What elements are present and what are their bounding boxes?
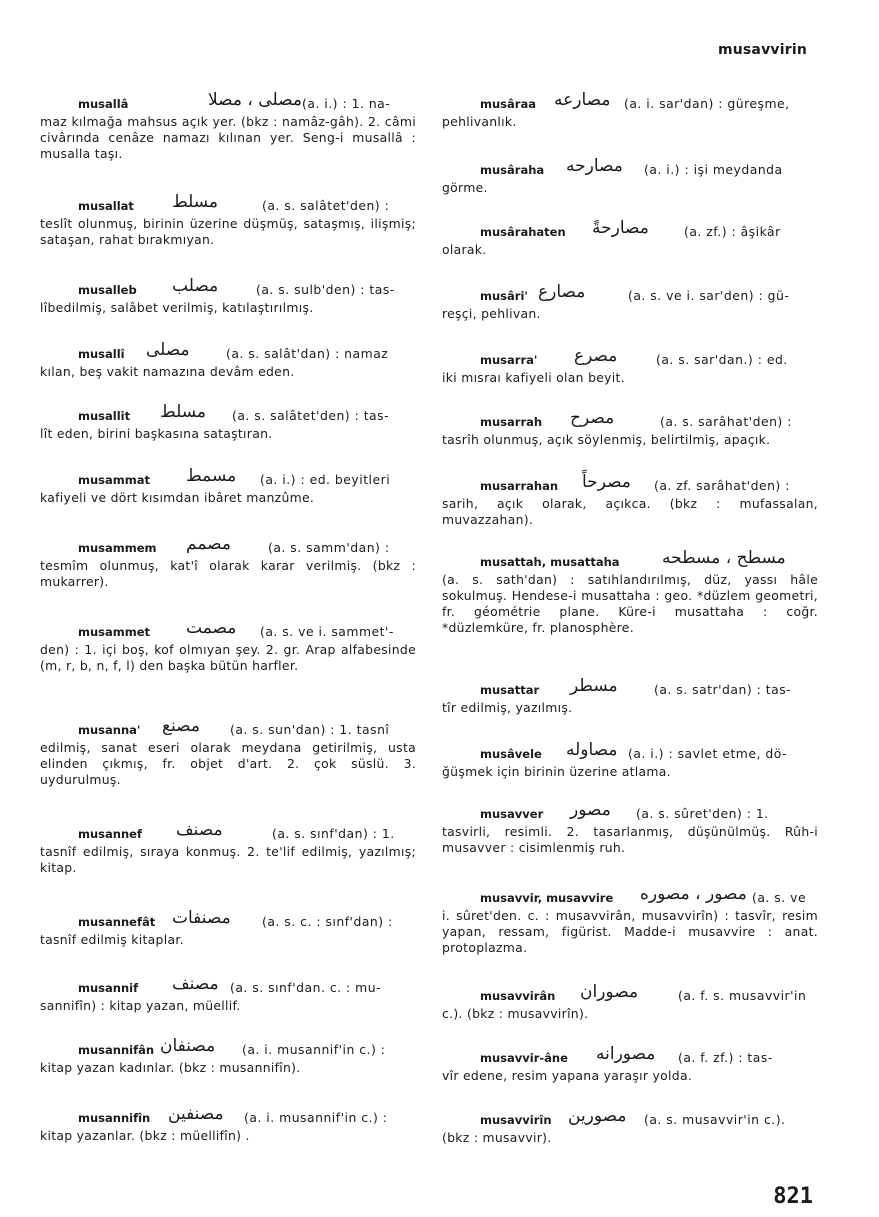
headword: musammat (78, 473, 150, 487)
gloss-start: (a. s. sarâhat'den) : (660, 414, 792, 429)
headword: musattar (480, 683, 540, 697)
entry-head-line (442, 800, 818, 824)
definition-text: görme. (442, 180, 488, 195)
headword: musannif (78, 981, 139, 995)
entry-head-line (442, 884, 818, 908)
entry-head-line (442, 1044, 818, 1068)
headword: musalleb (78, 283, 137, 297)
arabic-script: مصمت (186, 618, 237, 638)
headword: musannefât (78, 915, 156, 929)
arabic-script: مصرحاً (582, 472, 631, 492)
arabic-script: مصاوله (566, 740, 618, 760)
gloss-start: (a. s. ve i. sar'den) : gü- (628, 288, 790, 303)
headword: musanna' (78, 723, 141, 737)
gloss-start: (a. s. musavvir'in c.). (644, 1112, 786, 1127)
arabic-script: مصور (570, 800, 611, 820)
entry-head-line (40, 340, 416, 364)
gloss-start: (a. i. musannif'in c.) : (244, 1110, 388, 1125)
definition-text: kitap yazanlar. (bkz : müellifîn) . (40, 1128, 250, 1143)
definition-text: den) : 1. içi boş, kof olmıyan şey. 2. gr. Arap alfabesinde (m, r, b, n, f, l) den başka bütün harfler. (40, 642, 416, 673)
gloss-start: (a. s. c. : sınf'dan) : (262, 914, 393, 929)
arabic-script: مصور ، مصوره (640, 884, 747, 904)
entry-head-line (442, 90, 818, 114)
arabic-script: مصورانه (596, 1044, 656, 1064)
entry-head-line (40, 1036, 416, 1060)
arabic-script: مصلى (146, 340, 190, 360)
arabic-script: مسطح ، مسطحه (662, 548, 786, 568)
headword: musâri' (480, 289, 528, 303)
entry-head-line (40, 974, 416, 998)
headword: musavvirîn (480, 1113, 552, 1127)
gloss-start: (a. s. ve (752, 890, 807, 905)
gloss-start: (a. i.) : işi meydanda (644, 162, 783, 177)
right-entry (442, 982, 818, 1022)
gloss-start: (a. s. sınf'dan) : 1. (272, 826, 395, 841)
left-entry (40, 340, 416, 380)
entry-head-line (442, 676, 818, 700)
arabic-script: مصنف (176, 820, 223, 840)
entry-head-line (40, 820, 416, 844)
arabic-script: مصلى ، مصلا (208, 90, 302, 110)
right-entry (442, 740, 818, 780)
left-entry (40, 820, 416, 876)
entry-head-line (40, 276, 416, 300)
headword: musammem (78, 541, 157, 555)
right-entry (442, 676, 818, 716)
headword: musarra' (480, 353, 538, 367)
right-entry (442, 1044, 818, 1084)
arabic-script: مصرح (570, 408, 615, 428)
definition-text: vîr edene, resim yapana yaraşır yolda. (442, 1068, 693, 1083)
entry-head-line (40, 90, 416, 114)
left-entry (40, 402, 416, 442)
gloss-start: (a. i. musannif'in c.) : (242, 1042, 386, 1057)
entry-head-line (442, 218, 818, 242)
definition-text: tasnîf edilmiş kitaplar. (40, 932, 184, 947)
headword: musâvele (480, 747, 542, 761)
definition-text: teslît olunmuş, birinin üzerine düşmüş, sataşmış, ilişmiş; sataşan, rahat bırakmıyan. (40, 216, 416, 247)
right-entry (442, 800, 818, 856)
headword: musallit (78, 409, 131, 423)
page-number: 821 (773, 1184, 813, 1209)
arabic-script: مصنع (162, 716, 201, 736)
arabic-script: مصمم (186, 534, 231, 554)
right-entry (442, 1106, 818, 1146)
gloss-start: (a. i. sar'dan) : güreşme, (624, 96, 790, 111)
right-entry (442, 884, 818, 956)
headword: musavvir-âne (480, 1051, 568, 1065)
definition-text: i. sûret'den. c. : musavvirân, musavvirîn) : tasvîr, resim yapan, ressam, figürist. Madde-i musavvire : anat. protoplazma. (442, 908, 818, 955)
arabic-script: مسلط (160, 402, 207, 422)
definition-text: sarih, açık olarak, açıkca. (bkz : mufassalan, muvazzahan). (442, 496, 818, 527)
arabic-script: مصرع (574, 346, 618, 366)
gloss-start: (a. i.) : savlet etme, dö- (628, 746, 788, 761)
left-entry (40, 534, 416, 590)
arabic-script: مصارعه (554, 90, 611, 110)
right-entry (442, 548, 818, 636)
arabic-script: مسطر (570, 676, 618, 696)
arabic-script: مصنف (172, 974, 219, 994)
right-entry (442, 282, 818, 322)
arabic-script: مصنفين (168, 1104, 224, 1124)
left-entry (40, 90, 416, 162)
right-entry (442, 408, 818, 448)
definition-text: ğüşmek için birinin üzerine atlama. (442, 764, 671, 779)
entry-head-line (40, 466, 416, 490)
arabic-script: مصورين (568, 1106, 627, 1126)
headword: musallat (78, 199, 134, 213)
arabic-script: مصنفات (172, 908, 231, 928)
entry-head-line (442, 472, 818, 496)
arabic-script: مسلط (172, 192, 219, 212)
definition-text: kılan, beş vakit namazına devâm eden. (40, 364, 295, 379)
arabic-script: مصوران (580, 982, 639, 1002)
gloss-start: (a. f. s. musavvir'in (678, 988, 807, 1003)
gloss-start: (a. s. satr'dan) : tas- (654, 682, 792, 697)
left-entry (40, 716, 416, 788)
arabic-script: مصنفان (160, 1036, 216, 1056)
definition-text: (bkz : musavvir). (442, 1130, 552, 1145)
definition-text: reşçi, pehlivan. (442, 306, 541, 321)
gloss-start: (a. s. sun'dan) : 1. tasnî (230, 722, 390, 737)
gloss-start: (a. i.) : 1. na- (302, 96, 391, 111)
entry-head-line (40, 618, 416, 642)
entry-head-line (40, 716, 416, 740)
headword: musavver (480, 807, 544, 821)
definition-text: olarak. (442, 242, 487, 257)
entry-head-line (442, 740, 818, 764)
definition-text: lît eden, birini başkasına sataştıran. (40, 426, 273, 441)
entry-head-line (442, 982, 818, 1006)
arabic-script: مصارحةً (592, 218, 649, 238)
definition-text: pehlivanlık. (442, 114, 517, 129)
headword: musannifân (78, 1043, 155, 1057)
gloss-start: (a. i.) : ed. beyitleri (260, 472, 391, 487)
right-entry (442, 346, 818, 386)
arabic-script: مصلب (172, 276, 219, 296)
gloss-start: (a. s. sınf'dan. c. : mu- (230, 980, 382, 995)
left-entry (40, 276, 416, 316)
right-entry (442, 90, 818, 130)
definition-text: iki mısraı kafiyeli olan beyit. (442, 370, 625, 385)
gloss-start: (a. s. samm'dan) : (268, 540, 390, 555)
gloss-start: (a. s. sûret'den) : 1. (636, 806, 769, 821)
definition-text: tasvirli, resimli. 2. tasarlanmış, düşünülmüş. Rûh-i musavver : cisimlenmiş ruh. (442, 824, 818, 855)
gloss-start: (a. s. sulb'den) : tas- (256, 282, 395, 297)
arabic-script: مصارع (538, 282, 586, 302)
left-entry (40, 908, 416, 948)
headword: musârahaten (480, 225, 566, 239)
gloss-start: (a. zf.) : âşikâr (684, 224, 781, 239)
left-entry (40, 192, 416, 248)
headword: musavvir, musavvire (480, 891, 614, 905)
headword: musammet (78, 625, 151, 639)
definition-text: c.). (bkz : musavvirîn). (442, 1006, 589, 1021)
running-header: musavvirin (717, 42, 807, 58)
entry-head-line (442, 1106, 818, 1130)
left-entry (40, 1036, 416, 1076)
arabic-script: مصارحه (566, 156, 623, 176)
headword: musallî (78, 347, 125, 361)
entry-head-line (40, 908, 416, 932)
definition-text: edilmiş, sanat eseri olarak meydana getirilmiş, usta elinden çıkmış, fr. objet d'art. 2. çok süslü. 3. uydurulmuş. (40, 740, 416, 787)
entry-head-line (40, 1104, 416, 1128)
headword: musâraa (480, 97, 536, 111)
entry-head-line (442, 156, 818, 180)
definition-text: kitap yazan kadınlar. (bkz : musannifîn). (40, 1060, 301, 1075)
gloss-start: (a. s. salât'dan) : namaz (226, 346, 389, 361)
definition-text: tasrîh olunmuş, açık söylenmiş, belirtilmiş, apaçık. (442, 432, 771, 447)
right-entry (442, 156, 818, 196)
definition-text: tasnîf edilmiş, sıraya konmuş. 2. te'lif edilmiş, yazılmış; kitap. (40, 844, 416, 875)
gloss-start: (a. s. ve i. sammet'- (260, 624, 394, 639)
gloss-start: (a. f. zf.) : tas- (678, 1050, 773, 1065)
headword: musâraha (480, 163, 545, 177)
entry-head-line (40, 534, 416, 558)
entry-head-line (442, 282, 818, 306)
arabic-script: مسمط (186, 466, 237, 486)
headword: musattah, musattaha (480, 555, 620, 569)
entry-head-line (442, 548, 818, 572)
left-entry (40, 974, 416, 1014)
entry-head-line (442, 346, 818, 370)
gloss-start: (a. zf. sarâhat'den) : (654, 478, 790, 493)
entry-head-line (40, 192, 416, 216)
headword: musallâ (78, 97, 129, 111)
entry-head-line (40, 402, 416, 426)
headword: musavvirân (480, 989, 556, 1003)
entry-head-line (442, 408, 818, 432)
definition-text: lîbedilmiş, salâbet verilmiş, katılaştırılmış. (40, 300, 314, 315)
right-entry (442, 218, 818, 258)
headword: musarrah (480, 415, 543, 429)
definition-text: maz kılmağa mahsus açık yer. (bkz : namâz-gâh). 2. câmi civârında cenâze namazı kılınan yer. Seng-i musallâ : musalla taşı. (40, 114, 416, 161)
definition-text: kafiyeli ve dört kısımdan ibâret manzûme. (40, 490, 315, 505)
definition-text: sannifîn) : kitap yazan, müellif. (40, 998, 241, 1013)
definition-text: (a. s. sath'dan) : satıhlandırılmış, düz, yassı hâle sokulmuş. Hendese-i musattaha : geo. *düzlem geometri, fr. géométrie plane. Küre-i musattaha : coğr. *düzlemküre, fr. planosphère. (442, 572, 818, 635)
left-entry (40, 1104, 416, 1144)
left-entry (40, 466, 416, 506)
right-entry (442, 472, 818, 528)
left-entry (40, 618, 416, 674)
headword: musannef (78, 827, 142, 841)
gloss-start: (a. s. salâtet'den) : tas- (232, 408, 390, 423)
headword: musannifîn (78, 1111, 151, 1125)
gloss-start: (a. s. salâtet'den) : (262, 198, 390, 213)
definition-text: tesmîm olunmuş, kat'î olarak karar verilmiş. (bkz : mukarrer). (40, 558, 416, 589)
headword: musarrahan (480, 479, 559, 493)
gloss-start: (a. s. sar'dan.) : ed. (656, 352, 788, 367)
definition-text: tîr edilmiş, yazılmış. (442, 700, 573, 715)
